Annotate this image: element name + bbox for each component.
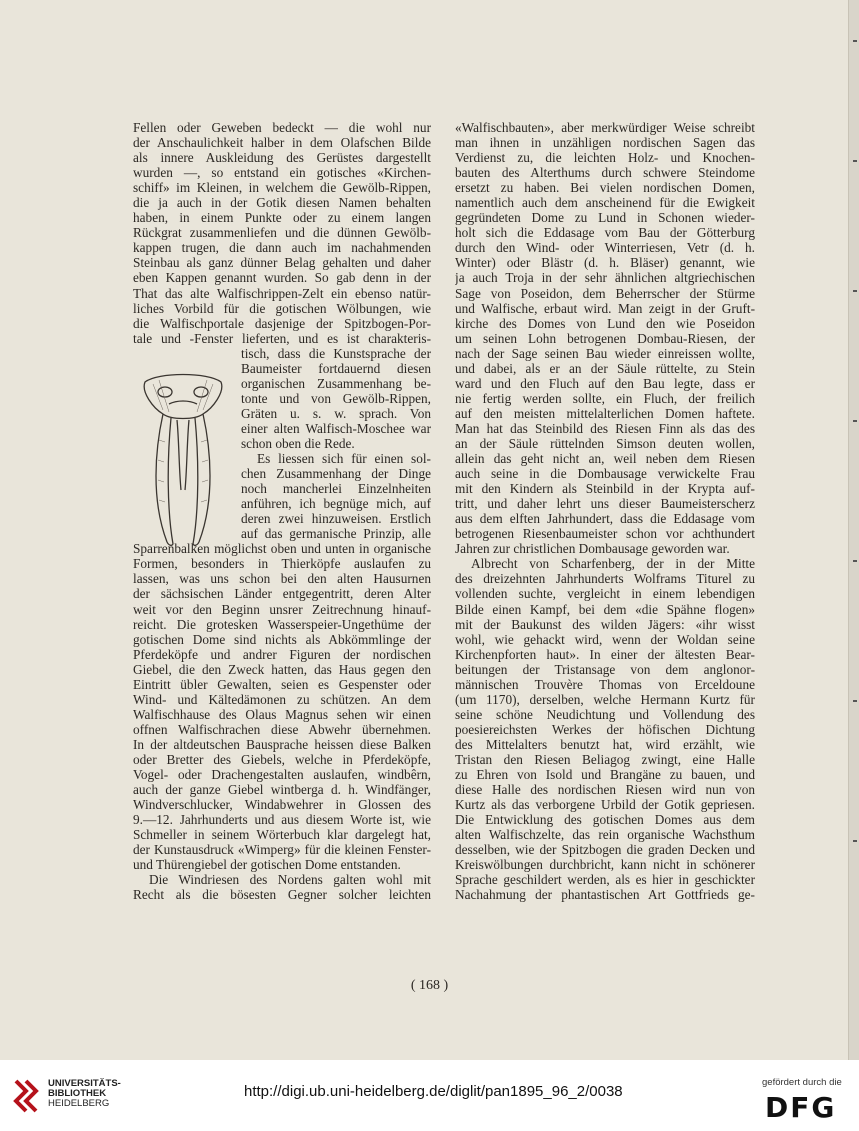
text-line: auch der ganze Giebel wintberga d. h. Windfänger, [133, 782, 431, 798]
text-line: liches Vorbild für die gotischen Wölbungen, wie [133, 300, 431, 316]
text-line: Winter) oder Blästr (d. h. Bläser) genannt, wie [455, 255, 755, 271]
text-line: und Walfische, erbaut wird. Man zeigt in der Gruft- [455, 300, 755, 316]
text-line: tisch, dass die Kunstsprache der [241, 345, 431, 361]
text-line: 9.—12. Jahrhunderts und aus diesem Worte ist, wie [133, 812, 431, 828]
text-line: mit der Baukunst des wilden Jägers: «ihr wisst [455, 616, 755, 632]
text-line: diese Halle des nordischen Riesen wird nun von [455, 782, 755, 798]
text-line: durch den Wind- oder Winterriesen, Vetr (d. h. [455, 240, 755, 256]
text-line: kirche des Domes von Lund den wie Poseidon [455, 315, 755, 331]
text-line: und Thürengiebel der gotischen Dome entstanden. [133, 857, 401, 873]
text-line: oder Bretter des Giebels, welche in Pferdeköpfe, [133, 751, 431, 767]
text-line: ersetzt zu haben. Bei vielen nordischen Domen, [455, 180, 755, 196]
text-line: holt sich die Eddasage vom Bau der Götterburg [455, 225, 755, 241]
text-line: Wind- und Kältedämonen zu schützen. An dem [133, 691, 431, 707]
text-line: betrogenen Riesenbaumeister schon vor achthundert [455, 526, 755, 542]
text-line: allein das geht nicht an, weil neben dem Riesen [455, 451, 755, 467]
text-line: gegründeten Dome zu Lund in Schonen wieder- [455, 210, 755, 226]
text-line: Eintritt übler Gewalten, seien es Gespenster oder [133, 676, 431, 692]
text-line: die Walfischportale dasjenige der Spitzbogen-Por- [133, 315, 431, 331]
text-line: des dreizehnten Jahrhunderts Wolframs Titurel zu [455, 571, 755, 587]
text-line: eben Kappen genannt wurden. So gab denn in der [133, 270, 431, 286]
text-line: auf das germanische Prinzip, alle [241, 526, 431, 542]
text-line: männischen Trouvère Thomas von Erceldoune [455, 676, 755, 692]
text-line: Jahren zur christlichen Dombausage geworden war. [455, 541, 730, 557]
text-line: Albrecht von Scharfenberg, der in der Mitte [471, 556, 755, 572]
text-line: auch seine in die Dombausage verwickelte Frau [455, 466, 755, 482]
text-line: Kurtz als das verborgene Urbild der Gotik gepriesen. [455, 797, 755, 813]
text-line: (um 1170), derselben, welche Hermann Kurtz für [455, 691, 755, 707]
text-line: die ja auch in der Gotik diesen Namen behalten [133, 195, 431, 211]
text-line: deren zwei hinzuweisen. Erstlich [241, 511, 431, 527]
text-line: Nachahmung der phantastischen Art Gottfrieds ge- [455, 887, 755, 903]
text-line: Sprache geschildert werden, als es hier in geschickter [455, 872, 755, 888]
right-text-column [455, 120, 755, 902]
text-line: wurden —, so entstand ein gotisches «Kirchen- [133, 165, 431, 181]
text-line: Sparrenbalken möglichst oben und unten in organische [133, 541, 431, 557]
text-line: namentlich auch dem anscheinend für die Ewigkeit [455, 195, 755, 211]
text-line: gotischen Dome sind nichts als Abkömmlinge der [133, 631, 431, 647]
text-line: poesiereichsten Werkes der höfischen Dichtung [455, 721, 755, 737]
text-line: Kirchenpforten haut». In einer der ältesten Bear- [455, 646, 755, 662]
text-line: Kreiswölbungen durchbricht, kann nicht in schönerer [455, 857, 755, 873]
text-line: man ihnen in unzähligen nordischen Sagen das [455, 135, 755, 151]
text-line: aus dem elften Jahrhundert, dass die Eddasage vom [455, 511, 755, 527]
text-line: Gräten u. s. w. sprach. Von [241, 405, 431, 421]
text-line: als innere Auskleidung des Gerüstes dargestellt [133, 150, 431, 166]
text-line: seine schöne Neudichtung und Vollendung des [455, 706, 755, 722]
text-line: Tristan den Riesen Beliagog zwingt, eine Halle [455, 751, 755, 767]
text-line: Bilde einen Kampf, bei dem «die Spähne flogen» [455, 601, 755, 617]
text-line: haben, in einem Punkte oder zu einem langen [133, 210, 431, 226]
text-line: Pferdeköpfe und andrer Figuren der nordischen [133, 646, 431, 662]
text-line: That das alte Walfischrippen-Zelt ein ebenso natür- [133, 285, 431, 301]
text-line: nach der Sage seinen Bau wieder einreissen wollte, [455, 345, 755, 361]
text-line: Man hat das Steinbild des Riesen Finn als das des [455, 420, 755, 436]
text-line: Formen, besonders in Thierköpfe auslaufen zu [133, 556, 431, 572]
text-line: noch mancherlei Einzelnheiten [241, 481, 431, 497]
text-line: des Mittelalters benutzt hat, wird erzählt, wie [455, 736, 755, 752]
text-line: lassen, was uns schon bei den alten Hausurnen [133, 571, 431, 587]
text-line: vollenden suchte, vergleicht in einem lebendigen [455, 586, 755, 602]
text-line: auf den meisten mittelalterlichen Domen haftete. [455, 405, 755, 421]
text-line: an der Säule rüttelnden Simson deuten wollen, [455, 435, 755, 451]
text-line: In der altdeutschen Bausprache heissen diese Balken [133, 736, 431, 752]
library-name: UNIVERSITÄTS- BIBLIOTHEK HEIDELBERG [48, 1078, 121, 1109]
funding-caption: gefördert durch die [762, 1077, 842, 1088]
text-line: der sächsischen Länder entgegentritt, deren Alter [133, 586, 431, 602]
text-line: reicht. Die grotesken Wasserspeier-Ungethüme der [133, 616, 431, 632]
text-line: Fellen oder Geweben bedeckt — die wohl nur [133, 120, 431, 135]
text-line: tritt, und daher lehrt uns dieser Baumeisterscherz [455, 496, 755, 512]
text-line: chen Zusammenhang der Dinge [241, 466, 431, 482]
text-line: Vogel- oder Drachengestalten auslaufen, windbêrn, [133, 767, 431, 783]
text-line: Recht als die bösesten Gegner solcher leichten [133, 887, 431, 903]
text-line: Schmeller in seinem Wörterbuch klar dargelegt hat, [133, 827, 431, 843]
text-line: und dabei, als er an der Säule rüttelte, zu Stein [455, 360, 755, 376]
text-line: wohl, wie gehackt wird, wenn der Woldan seine [455, 631, 755, 647]
text-line: Verdienst zu, die leichten Holz- und Knochen- [455, 150, 755, 166]
text-line: um seinen Lohn betrogenen Dombau-Riesen, der [455, 330, 755, 346]
text-line: Sage von Poseidon, dem Beherrscher der Stürme [455, 285, 755, 301]
page-number: ( 168 ) [410, 978, 449, 993]
dfg-logo[interactable]: DFG [765, 1091, 837, 1124]
text-line: der Kunstausdruck «Wimperg» für die kleinen Fenster- [133, 842, 431, 858]
text-line: Windverschlucker, Windabwehrer in Glossen des [133, 797, 431, 813]
text-line: schiff» im Kleinen, in welchem die Gewölb-Rippen, [133, 180, 431, 196]
page-edge-strip [848, 0, 859, 1060]
text-line: schon oben die Rede. [241, 435, 355, 451]
text-line: alten Walfischzelte, das rein organische Wachsthum [455, 827, 755, 843]
text-line: weit vor den Beginn unsrer Zeitrechnung hinauf- [133, 601, 431, 617]
text-line: Steinbau als ganz dünner Belag gehalten und daher [133, 255, 431, 271]
text-line: bauten des Alterthums durch schwere Steindome [455, 165, 755, 181]
text-line: tonte und von Gewölb-Rippen, [241, 390, 431, 406]
text-line: zu Ehren von Isold und Brangäne zu bauen, und [455, 767, 755, 783]
text-line: tale und -Fenster lieferten, und es ist charakteris- [133, 330, 431, 346]
text-line: organischen Zusammenhang be- [241, 375, 431, 391]
text-line: Rückgrat zusammenliefen und die dünnen Gewölb- [133, 225, 431, 241]
text-line: ward und den Fluch auf den Bau legte, dass er [455, 375, 755, 391]
text-line: Walfischhause des Olaus Magnus sehen wir einen [133, 706, 431, 722]
ub-heidelberg-logo-icon[interactable] [10, 1075, 42, 1117]
text-line: «Walfischbauten», aber merkwürdiger Weise schreibt [455, 120, 755, 135]
text-line: Es liessen sich für einen sol- [257, 451, 431, 467]
text-line: offnen Walfischrachen diese Abwehr übernehmen. [133, 721, 431, 737]
permalink-url[interactable]: http://digi.ub.uni-heidelberg.de/diglit/pan1895_96_2/0038 [244, 1083, 623, 1100]
text-line: kappen trugen, die dann auch im nachahmenden [133, 240, 431, 256]
text-line: Die Entwicklung des gotischen Domes aus dem [455, 812, 755, 828]
text-line: Die Windriesen des Nordens galten wohl mit [149, 872, 431, 888]
walrus-skull-illustration [133, 370, 233, 550]
text-line: anführen, ich begnüge mich, auf [241, 496, 431, 512]
text-line: der Anschaulichkeit halber in dem Olafschen Bilde [133, 135, 431, 151]
text-line: Baumeister fortdauernd diesen [241, 360, 431, 376]
text-line: mit den Kindern als Steinbild in der Krypta auf- [455, 481, 755, 497]
text-line: desselben, wie der Spitzbogen die graden Decken und [455, 842, 755, 858]
viewer-footer [0, 1060, 859, 1131]
text-line: Giebel, die den Zweck hatten, das Haus gegen den [133, 661, 431, 677]
text-line: nie fertig werden sollte, ein Fluch, der freilich [455, 390, 755, 406]
text-line: ja auch Troja in der sehr ähnlichen altgriechischen [455, 270, 755, 286]
text-line: beitungen der Tristansage von dem anglonor- [455, 661, 755, 677]
text-line: einer alten Walfisch-Moschee war [241, 420, 431, 436]
